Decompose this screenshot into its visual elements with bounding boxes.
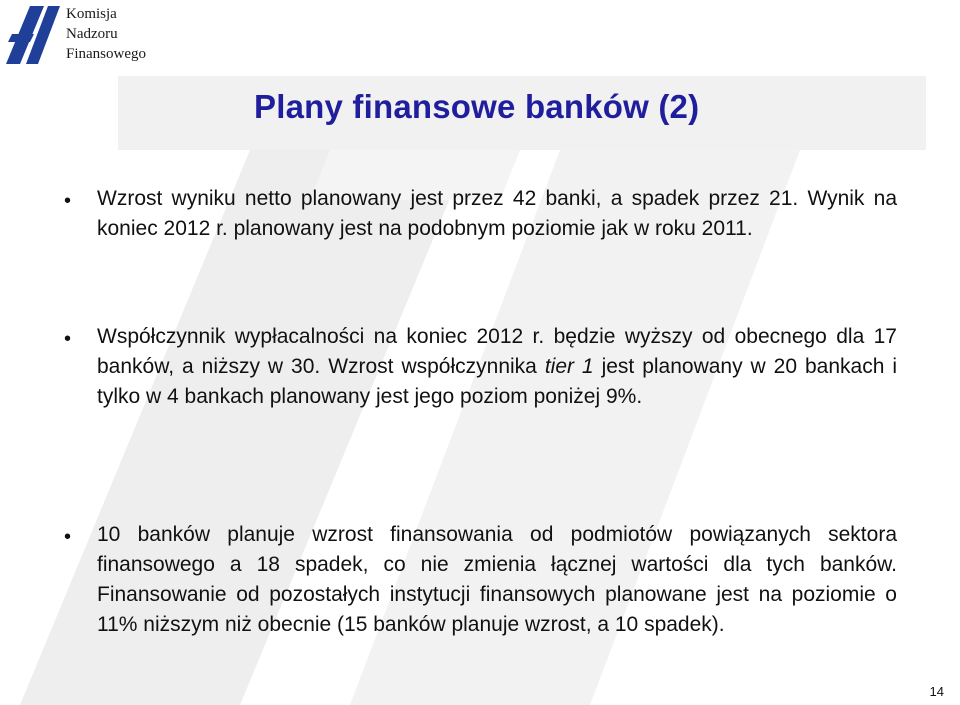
bullet-symbol: •	[64, 190, 72, 212]
bullet-text: 10 banków planuje wzrost finansowania od podmiotów powiązanych sektora finansowego a 18 spadek, co nie zmienia łącznej wartości dla tych banków. Finansowanie od pozostałych instytucji finansowych planowane jest na poziomie o 11% niższym niż obecnie (15 banków planuje wzrost, a 10 spadek).	[97, 523, 897, 636]
bullet-symbol: •	[64, 526, 72, 548]
bullet-text: Wzrost wyniku netto planowany jest przez 42 banki, a spadek przez 21. Wynik na koniec 2012 r. planowany jest na podobnym poziomie jak w roku 2011.	[97, 187, 897, 240]
logo-line-2: Nadzoru	[66, 26, 118, 42]
logo-line-1: Komisja	[66, 6, 117, 22]
bullet-text-italic: tier 1	[544, 355, 594, 378]
bullet-symbol: •	[64, 328, 72, 350]
bullet-text	[97, 322, 897, 412]
page-title: Plany finansowe banków (2)	[254, 88, 700, 125]
bullet-text-part: Współczynnik wypłacalności na koniec 2012 r. będzie wyższy od obecnego dla 17 banków, a niższy w 30. Wzrost współczynnika	[97, 325, 897, 378]
logo-line-3: Finansowego	[66, 46, 146, 62]
bullet-text-part: jest planowany w 20 bankach i tylko w 4 bankach planowany jest jego poziom poniżej 9%.	[97, 355, 897, 408]
knf-logo	[0, 0, 170, 72]
page-number: 14	[929, 684, 944, 699]
knf-emblem-icon	[4, 4, 62, 66]
